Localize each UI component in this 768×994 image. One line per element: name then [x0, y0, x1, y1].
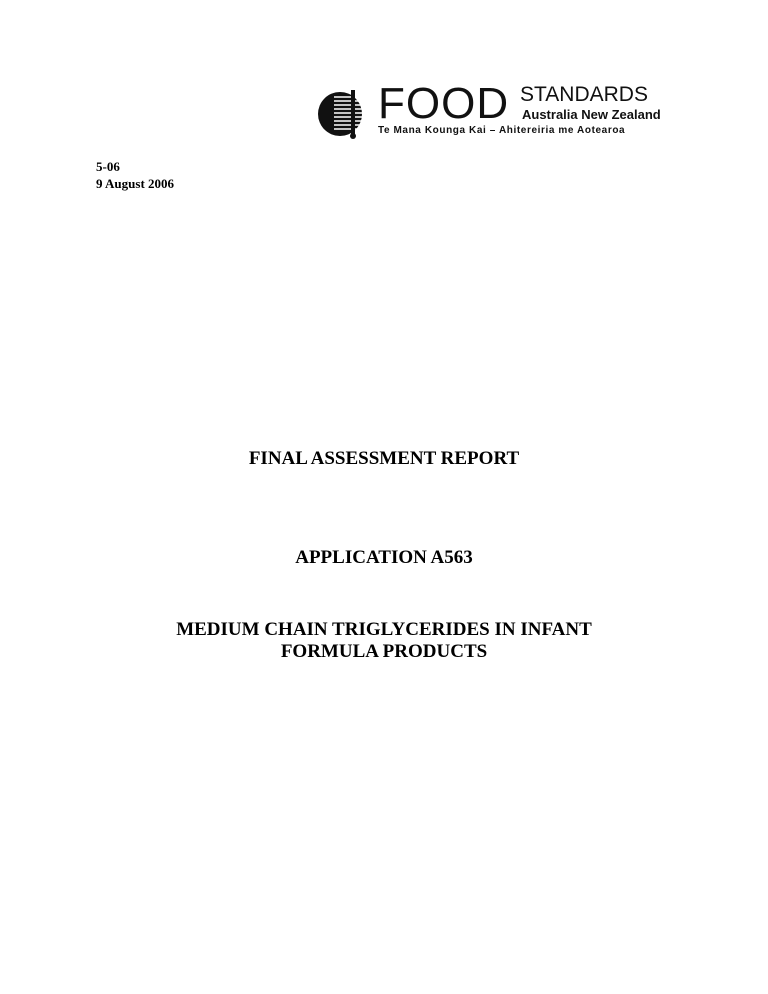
logo-standards-text: STANDARDS [520, 83, 648, 106]
organization-logo [316, 79, 676, 140]
document-meta [96, 158, 174, 192]
document-date: 9 August 2006 [96, 176, 175, 191]
fsanz-logo-icon [316, 88, 372, 140]
document-title-line-2: FORMULA PRODUCTS [280, 641, 488, 662]
application-heading: APPLICATION A563 [295, 547, 473, 568]
logo-tagline: Te Mana Kounga Kai – Ahitereiria me Aotearoa [378, 125, 626, 136]
document-title [0, 619, 768, 663]
logo-region-text: Australia New Zealand [522, 107, 661, 122]
document-title-line-1: MEDIUM CHAIN TRIGLYCERIDES IN INFANT [176, 619, 592, 640]
logo-food-text: FOOD [378, 79, 510, 128]
document-reference: 5-06 [96, 159, 120, 174]
report-type-heading: FINAL ASSESSMENT REPORT [248, 448, 520, 469]
